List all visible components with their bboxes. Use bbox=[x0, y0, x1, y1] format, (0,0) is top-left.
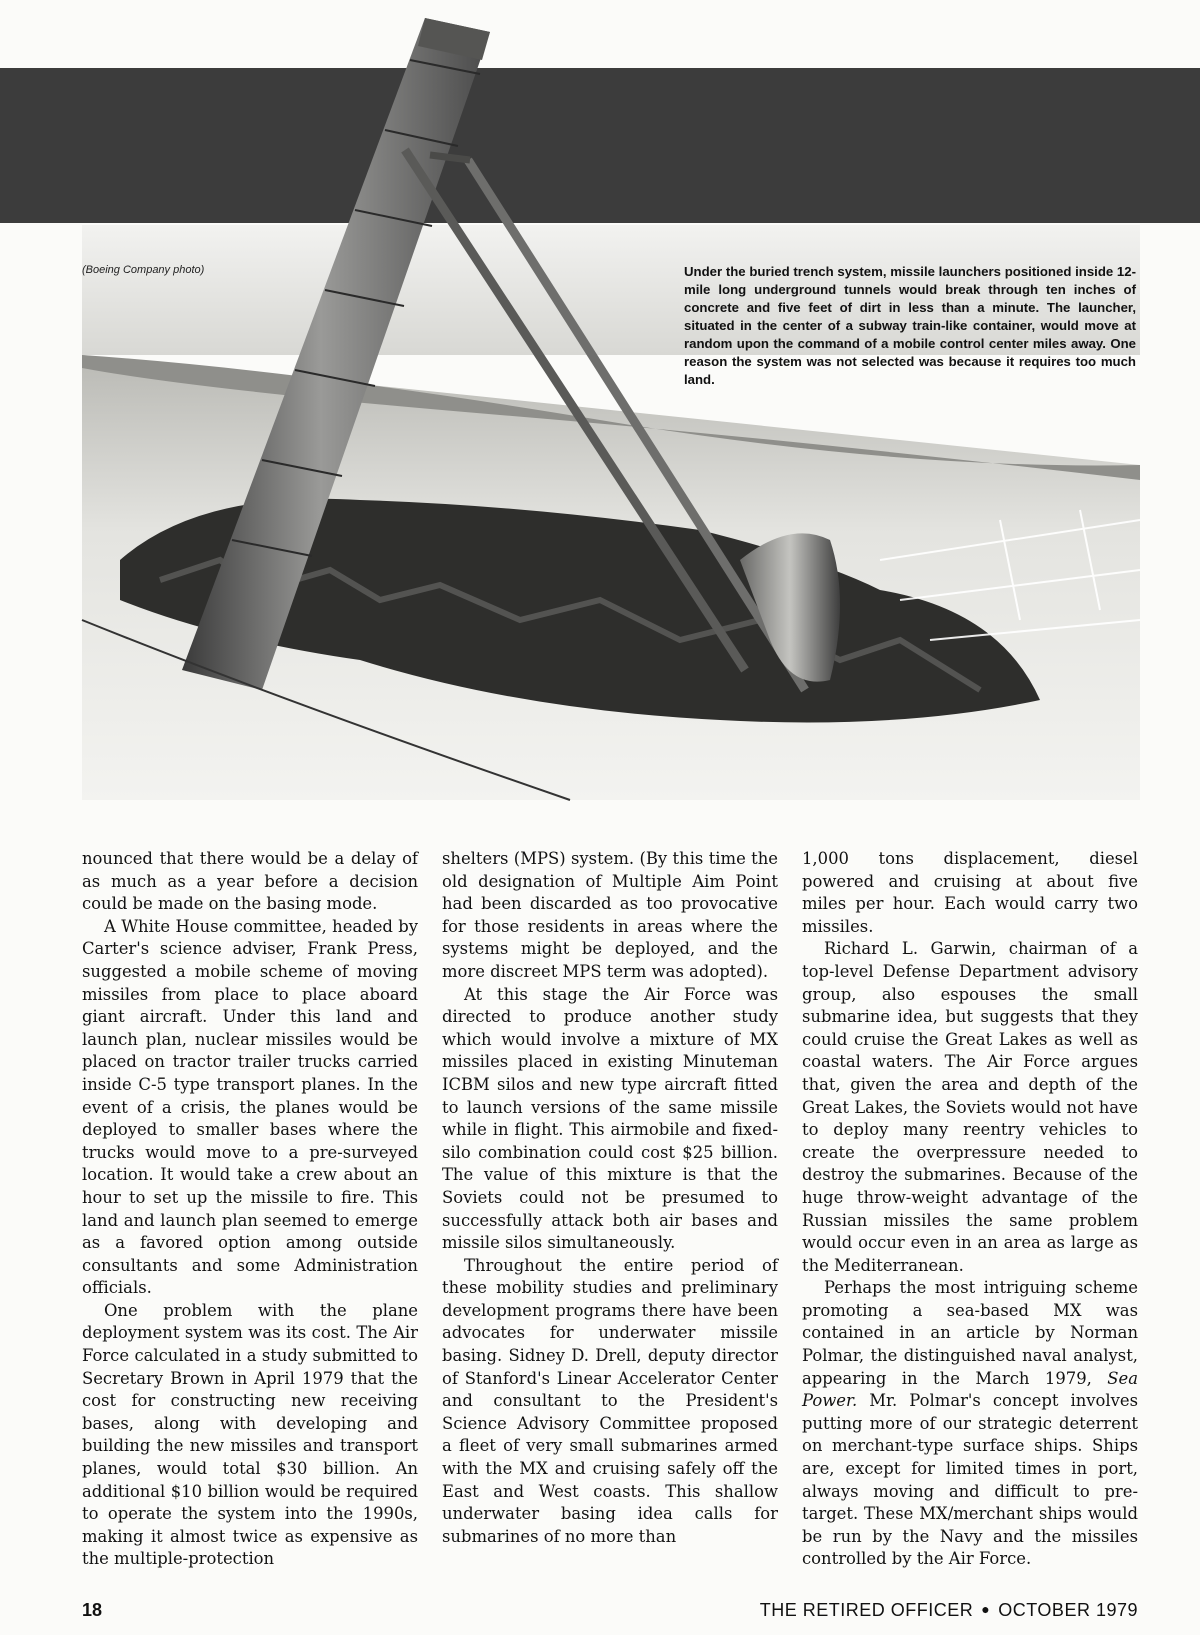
separator-dot: ● bbox=[981, 1601, 991, 1617]
article-column-2 bbox=[442, 848, 778, 1583]
photo-caption: Under the buried trench system, missile launchers positioned inside 12-mile long underground tunnels would break through ten inches of concrete and five feet of dirt in less than a minute. The launcher, situated in the center of a subway train-like container, would move at random upon the command of a mobile control center miles away. One reason the system was not selected was because it requires too much land. bbox=[684, 264, 1136, 387]
paragraph: nounced that there would be a delay of as much as a year before a decision could be made on the basing mode. bbox=[82, 849, 418, 914]
page-footer bbox=[82, 1600, 1138, 1624]
article-column-3 bbox=[802, 848, 1138, 1583]
paragraph: At this stage the Air Force was directed to produce another study which would involve a mixture of MX missiles placed in existing Minuteman ICBM silos and new type aircraft fitted to launch versions of the same missile while in flight. This airmobile and fixed-silo combination could cost $25 billion. The value of this mixture is that the Soviets could not be presumed to successfully attack both air bases and missile silos simultaneously. bbox=[442, 984, 778, 1253]
paragraph-text: Mr. Polmar's concept involves putting more of our strategic deterrent on merchant-type surface ships. Ships are, except for limited times in port, always moving and difficult to pre-target. These MX/merchant ships would be run by the Navy and the missiles controlled by the Air Force. bbox=[802, 1391, 1138, 1569]
publication-title: Sea Power. bbox=[802, 1368, 1138, 1411]
article-body bbox=[82, 848, 1138, 1583]
article-column-1 bbox=[82, 848, 418, 1583]
paragraph: 1,000 tons displacement, diesel powered and cruising at about five miles per hour. Each would carry two missiles. bbox=[802, 849, 1138, 936]
publication-name: THE RETIRED OFFICER bbox=[759, 1600, 974, 1620]
paragraph: One problem with the plane deployment system was its cost. The Air Force calculated in a study submitted to Secretary Brown in April 1979 that the cost for constructing new receiving bases, along with developing and building the new missiles and transport planes, would total $30 billion. An additional $10 billion would be required to operate the system into the 1990s, making it almost twice as expensive as the multiple-protection bbox=[82, 1300, 418, 1569]
paragraph: shelters (MPS) system. (By this time the old designation of Multiple Aim Point had been discarded as too provocative for those residents in areas where the systems might be deployed, and the more discreet MPS term was adopted). bbox=[442, 849, 778, 981]
publication-info bbox=[760, 1600, 1138, 1621]
photo-support-strut-c bbox=[430, 155, 470, 160]
issue-date: OCTOBER 1979 bbox=[998, 1600, 1138, 1620]
paragraph: Throughout the entire period of these mobility studies and preliminary development programs there have been advocates for underwater missile basing. Sidney D. Drell, deputy director of Stanford's Linear Accelerator Center and consultant to the President's Science Advisory Committee proposed a fleet of very small submarines armed with the MX and cruising safely off the East and West coasts. This shallow underwater basing idea calls for submarines of no more than bbox=[442, 1255, 778, 1546]
page-number: 18 bbox=[82, 1600, 103, 1620]
photo-credit: (Boeing Company photo) bbox=[82, 264, 205, 276]
paragraph bbox=[802, 1277, 1138, 1571]
paragraph-text: Perhaps the most intriguing scheme promoting a sea-based MX was contained in an article by Norman Polmar, the distinguished naval analyst, appearing in the March 1979, bbox=[802, 1278, 1138, 1388]
paragraph: A White House committee, headed by Carter's science adviser, Frank Press, suggested a mobile scheme of moving missiles from place to place aboard giant aircraft. Under this land and launch plan, nuclear missiles would be placed on tractor trailer trucks carried inside C-5 type transport planes. In the event of a crisis, the planes would be deployed to smaller bases where the trucks would move to a pre-surveyed location. It would take a crew about an hour to set up the missile to fire. This land and launch plan seemed to emerge as a favored option among outside consultants and some Administration officials. bbox=[82, 916, 418, 1298]
missile-launcher-photo bbox=[0, 0, 1200, 810]
paragraph: Richard L. Garwin, chairman of a top-level Defense Department advisory group, also espouses the small submarine idea, but suggests that they could cruise the Great Lakes as well as coastal waters. The Air Force argues that, given the area and depth of the Great Lakes, the Soviets would not have to deploy many reentry vehicles to create the overpressure needed to destroy the submarines. Because of the huge throw-weight advantage of the Russian missiles the same problem would occur even in an area as large as the Mediterranean. bbox=[802, 939, 1138, 1275]
